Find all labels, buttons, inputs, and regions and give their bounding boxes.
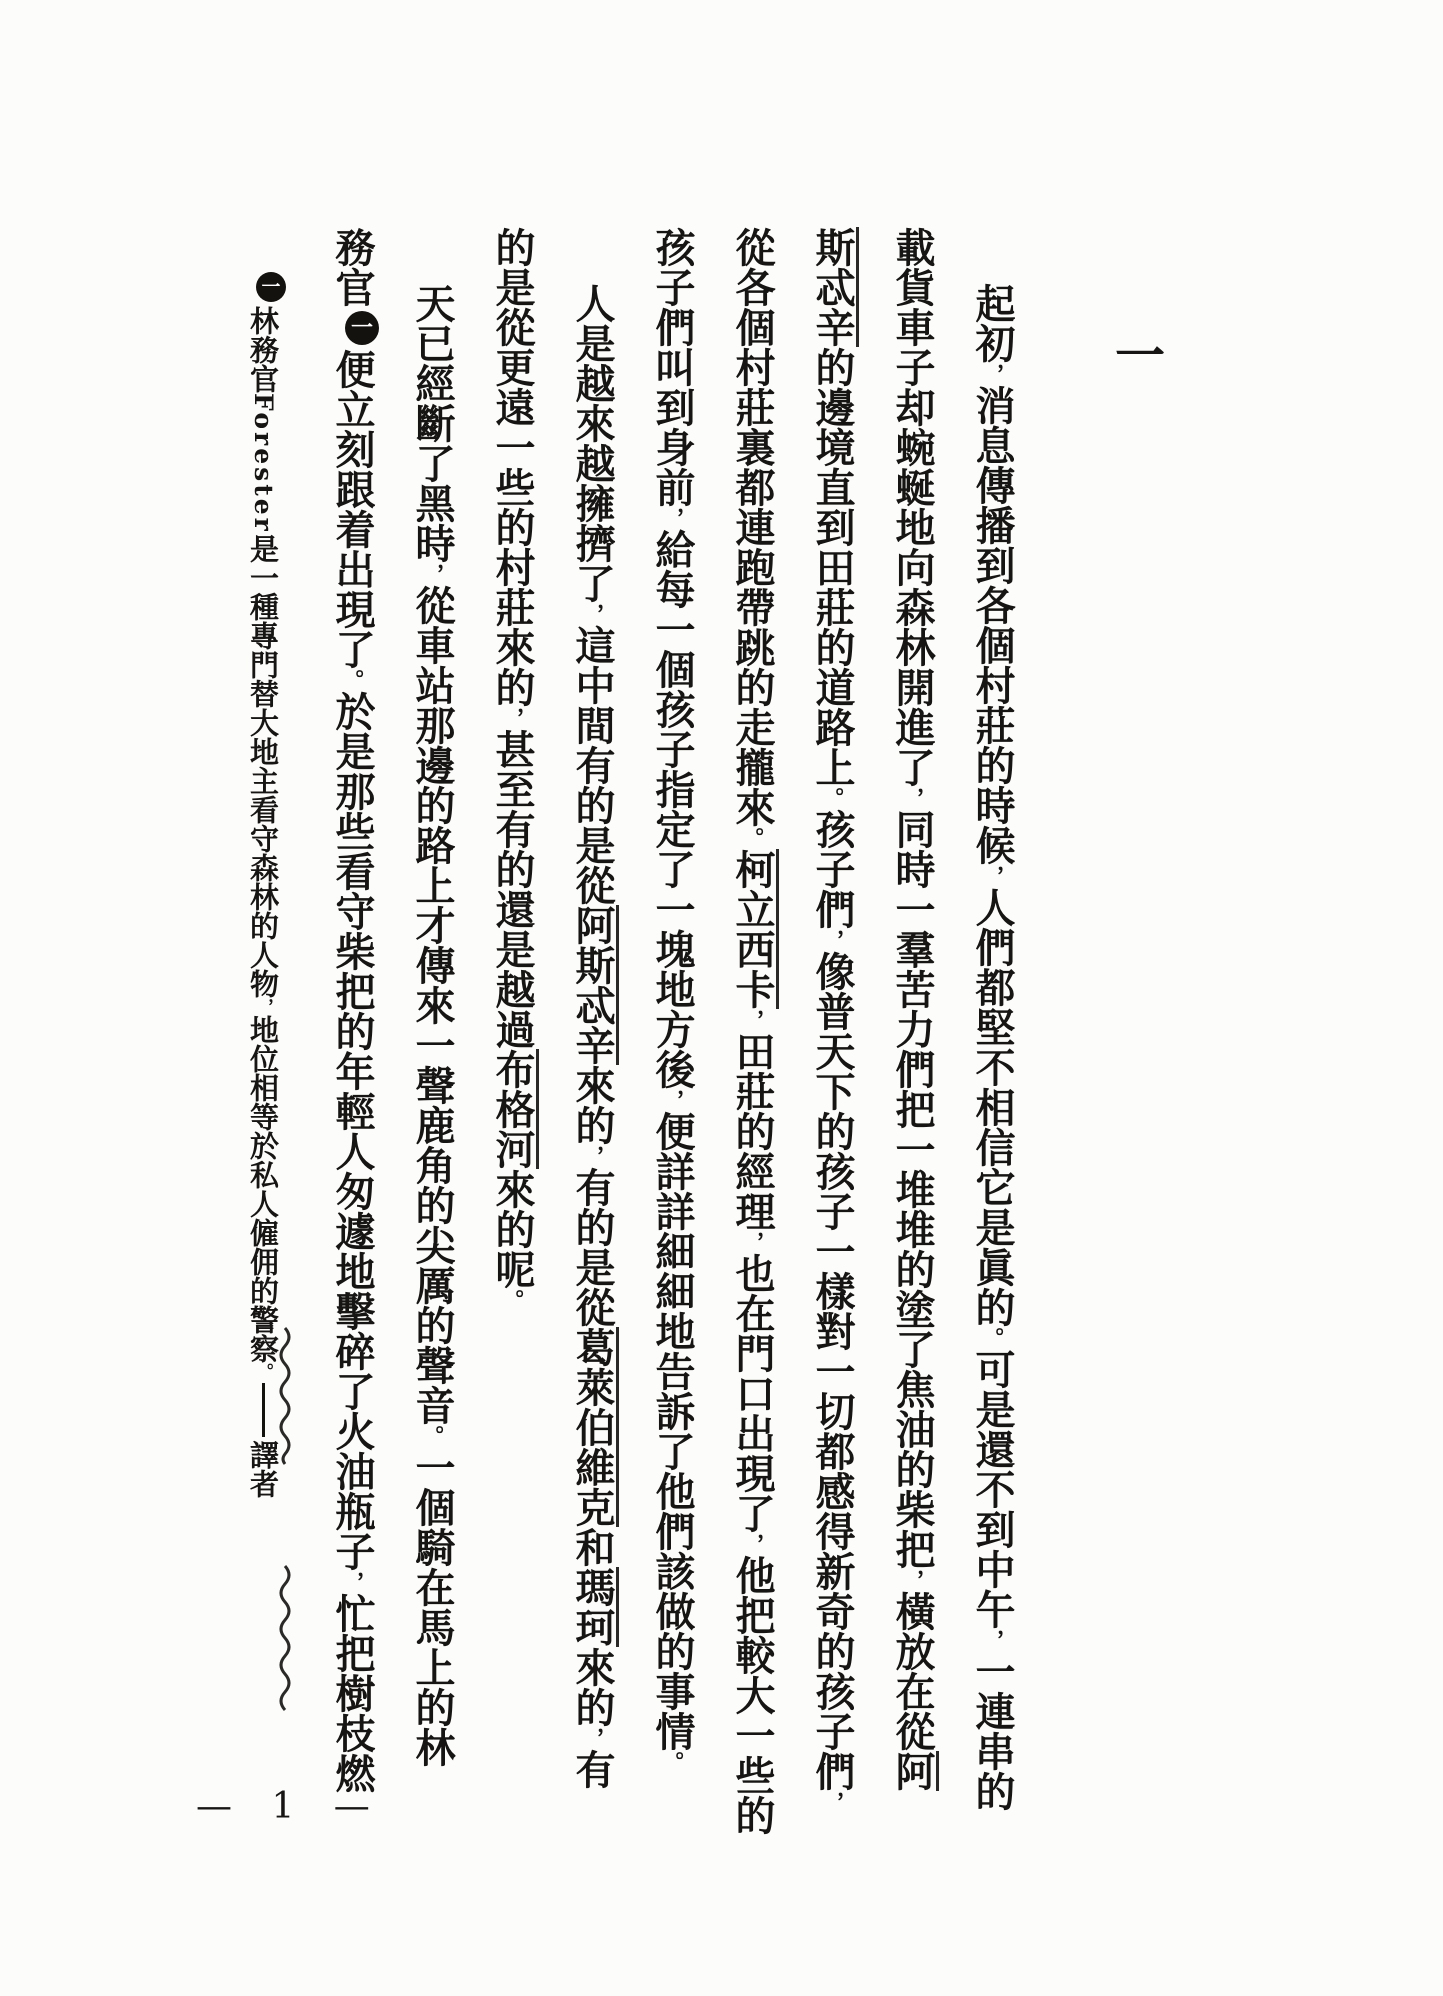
text-column-8: 天已經斷了黑時，從車站那邊的路上才傳來一聲鹿角的尖厲的聲音。一個騎在馬上的林 bbox=[409, 283, 456, 1767]
text-column-7: 的是從更遠一些的村莊來的，甚至有的還是越過布格河來的呢。 bbox=[472, 227, 552, 1807]
text-column-5: 孩子們叫到身前，給每一個孩子指定了一塊地方後，便詳詳細細地告訴了他們該做的事情。 bbox=[649, 227, 696, 1773]
wavy-mark bbox=[276, 1564, 294, 1714]
footnote-marker-icon: 一 bbox=[256, 272, 286, 302]
text-column-6: 人是越來越擁擠了，這中間有的是從阿斯忒辛來的，有的是從葛萊伯維克和瑪珂來的，有 bbox=[552, 227, 632, 1807]
page-number: — 1 — bbox=[196, 1786, 384, 1827]
text-column-9: 務官一便立刻跟着出現了。於是那些看守柴把的年輕人匆遽地擊碎了火油瓶子，忙把樹枝燃 bbox=[312, 227, 392, 1807]
footnote-marker-icon: 一 bbox=[345, 311, 379, 345]
text-column-2: 載貨車子却蜿蜒地向森林開進了，同時一羣苦力們把一堆堆的塗了焦油的柴把，橫放在從阿 bbox=[872, 227, 952, 1807]
text-column-4: 從各個村莊裏都連跑帶跳的走攏來。柯立西卡，田莊的經理，也在門口出現了，他把較大一些的 bbox=[712, 227, 792, 1807]
latin-term: Forester bbox=[249, 393, 278, 534]
text-column-1: 起初，消息傳播到各個村莊的時候，人們都堅不相信它是眞的。可是還不到中午，一連串的 bbox=[969, 283, 1016, 1811]
em-dash bbox=[262, 1383, 265, 1437]
footnote: 一林務官Forester是一種專門替大地主看守森林的人物，地位相等於私人僱佣的警察。譯者 bbox=[230, 268, 296, 1588]
chapter-number: 一 bbox=[1115, 326, 1165, 385]
wavy-mark bbox=[276, 1326, 294, 1466]
text-column-3: 斯忒辛的邊境直到田莊的道路上。孩子們，像普天下的孩子一樣對一切都感得新奇的孩子們， bbox=[792, 227, 872, 1807]
